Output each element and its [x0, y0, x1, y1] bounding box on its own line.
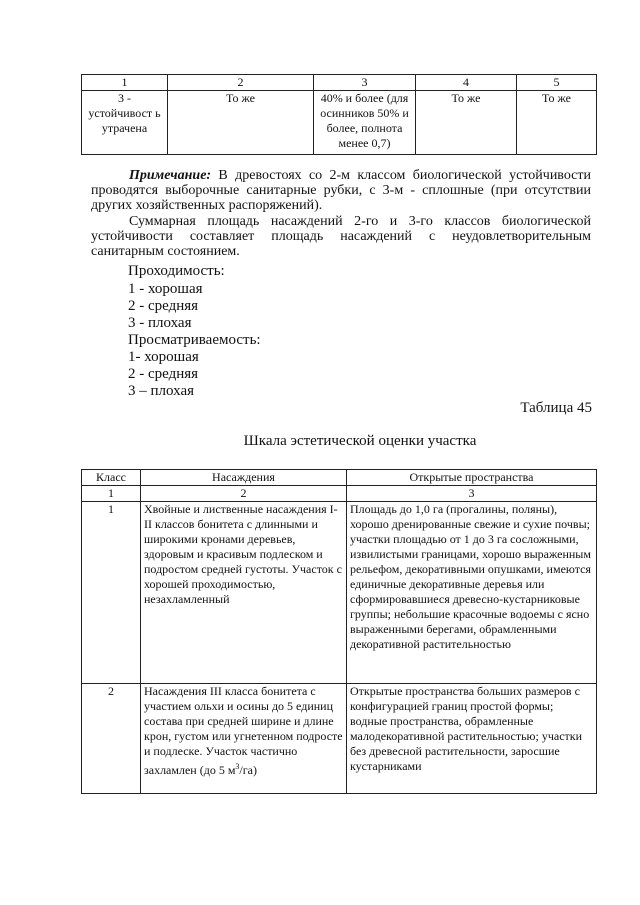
visibility-title: Просматриваемость: [128, 332, 261, 348]
stands-cell [141, 684, 347, 794]
header-cell: 5 [517, 75, 597, 91]
header-cell: 4 [416, 75, 517, 91]
passability-item: 1 - хорошая [128, 281, 203, 297]
note-label: Примечание: [129, 168, 212, 183]
number-cell: 3 [347, 486, 597, 502]
note-text: В древостоях со 2-м классом биологической устойчивости проводятся выборочные санитарные рубки, с 3-м - сплошные (при отсутствии других хозяйственных распоряжений). [91, 168, 591, 213]
unit-tail: /га) [239, 763, 257, 777]
stability-table [81, 74, 597, 155]
table-cell: 40% и более (для осинников 50% и более, полнота менее 0,7) [314, 91, 416, 155]
unit-base: м [227, 763, 236, 777]
table-title: Шкала эстетической оценки участка [243, 433, 477, 449]
table-number-row [82, 486, 597, 502]
visibility-item: 3 – плохая [128, 383, 194, 399]
passability-title: Проходимость: [128, 263, 225, 279]
passability-item: 3 - плохая [128, 315, 192, 331]
table-header-row [82, 470, 597, 486]
header-cell: 1 [82, 75, 168, 91]
stands-cell: Хвойные и лиственные насаждения I-II классов бонитета с длинными и широкими кронами деревьев, здоровым и красивым подлеском и подростом средней густоты. Участок с хорошей проходимостью, незахламленный [141, 502, 347, 684]
table-cell: То же [168, 91, 314, 155]
class-cell: 1 [82, 502, 141, 684]
table-number: Таблица 45 [520, 400, 592, 416]
open-space-cell: Площадь до 1,0 га (прогалины, поляны), хорошо дренированные свежие и сухие почвы; участки площадью от 1 до 3 га сосложными, извилистыми границами, хорошо выраженным рельефом, декоративными опушками, имеются единичные декоративные деревья или сформировавшиеся древесно-кустарниковые группы; небольшие красочные водоемы с ясно выраженными берегами, обрамленными декоративной растительностью [347, 502, 597, 684]
summary-paragraph: Суммарная площадь насаждений 2-го и 3-го классов биологической устойчивости составляет площадь насаждений с неудовлетворительным санитарным состоянием. [91, 214, 591, 259]
number-cell: 2 [141, 486, 347, 502]
note-paragraph [91, 168, 591, 213]
number-cell: 1 [82, 486, 141, 502]
header-cell: Открытые пространства [347, 470, 597, 486]
header-cell: Насаждения [141, 470, 347, 486]
table-row [82, 91, 597, 155]
table-cell: То же [416, 91, 517, 155]
header-cell: Класс [82, 470, 141, 486]
stands-text: Насаждения III класса бонитета с участием ольхи и осины до 5 единиц состава при средней ширине и длине крон, густом или угнетенном подросте и подлеске. Участок частично захламлен (до 5 [144, 684, 343, 777]
table-cell: 3 - устойчивост ь утрачена [82, 91, 168, 155]
class-cell: 2 [82, 684, 141, 794]
unit-superscript: 3 [235, 762, 240, 771]
table-header-row [82, 75, 597, 91]
visibility-item: 1- хорошая [128, 349, 199, 365]
open-space-cell: Открытые пространства больших размеров с конфигурацией границ простой формы; водные пространства, обрамленные малодекоративной растительностью; участки без древесной растительности, заросшие кустарниками [347, 684, 597, 794]
passability-item: 2 - средняя [128, 298, 199, 314]
visibility-item: 2 - средняя [128, 366, 199, 382]
table-row [82, 502, 597, 684]
aesthetic-scale-table [81, 469, 597, 794]
header-cell: 2 [168, 75, 314, 91]
header-cell: 3 [314, 75, 416, 91]
table-row [82, 684, 597, 794]
table-cell: То же [517, 91, 597, 155]
